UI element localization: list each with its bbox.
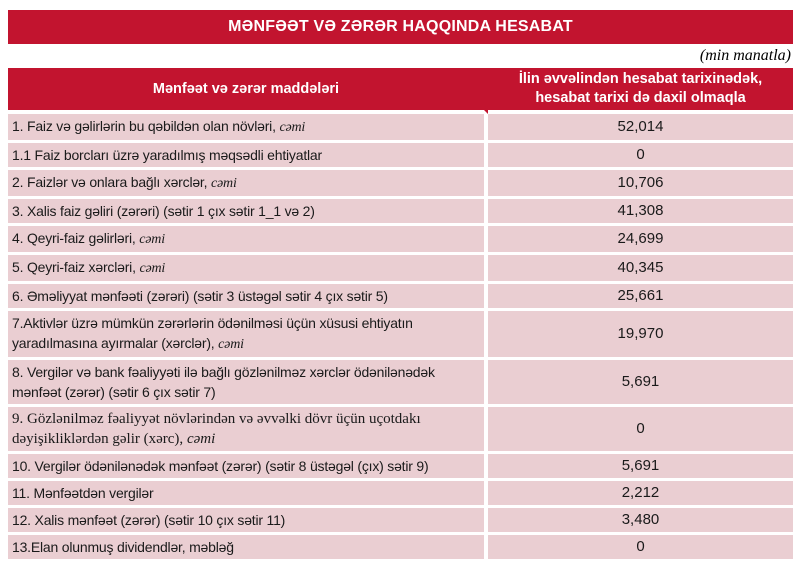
row-value: 5,691 <box>488 454 793 481</box>
row-value: 25,661 <box>488 284 793 311</box>
column-header-period-line2: hesabat tarixi də daxil olmaqla <box>535 90 746 106</box>
table-header <box>8 68 793 114</box>
row-label-italic-suffix: cəmi <box>139 261 166 276</box>
row-label: 6. Əməliyyat mənfəəti (zərəri) (sətir 3 üstəgəl sətir 4 çıx sətir 5) <box>8 284 488 311</box>
table-row <box>8 284 793 311</box>
report-title: MƏNFƏƏT VƏ ZƏRƏR HAQQINDA HESABAT <box>8 10 793 44</box>
row-label: 1. Faiz və gəlirlərin bu qəbildən olan növləri, cəmi <box>8 114 488 143</box>
row-label-italic-suffix: cəmi <box>186 431 216 447</box>
row-label: 2. Faizlər və onlara bağlı xərclər, cəmi <box>8 170 488 199</box>
column-header-items: Mənfəət və zərər maddələri <box>8 68 488 114</box>
table-row <box>8 481 793 508</box>
table-row <box>8 143 793 170</box>
row-label-italic-suffix: cəmi <box>211 176 237 191</box>
row-label: 4. Qeyri-faiz gəlirləri, cəmi <box>8 226 488 255</box>
table-row <box>8 199 793 226</box>
column-header-period <box>488 68 793 114</box>
table-row <box>8 114 793 143</box>
table-row <box>8 170 793 199</box>
row-label: 5. Qeyri-faiz xərcləri, cəmi <box>8 255 488 284</box>
row-label: 12. Xalis mənfəət (zərər) (sətir 10 çıx sətir 11) <box>8 508 488 535</box>
table-row <box>8 255 793 284</box>
table-row <box>8 508 793 535</box>
row-label: 10. Vergilər ödənilənədək mənfəət (zərər) (sətir 8 üstəgəl (çıx) sətir 9) <box>8 454 488 481</box>
unit-note: (min manatla) <box>699 47 791 64</box>
row-value: 2,212 <box>488 481 793 508</box>
table-row <box>8 407 793 454</box>
row-value: 5,691 <box>488 360 793 407</box>
column-header-period-line1: İlin əvvəlindən hesabat tarixinədək, <box>518 71 763 87</box>
row-label: 9. Gözlənilməz fəaliyyət növlərindən və əvvəlki dövr üçün uçotdakı dəyişikliklərdən gəlir (xərc), cəmi <box>8 407 488 454</box>
row-label: 11. Mənfəətdən vergilər <box>8 481 488 508</box>
row-value: 41,308 <box>488 199 793 226</box>
row-value: 52,014 <box>488 114 793 143</box>
row-value: 24,699 <box>488 226 793 255</box>
row-label-italic-suffix: cəmi <box>218 337 244 352</box>
row-label: 8. Vergilər və bank fəaliyyəti ilə bağlı gözlənilməz xərclər ödənilənədək mənfəət (zərər) (sətir 6 çıx sətir 7) <box>8 360 488 407</box>
row-label: 1.1 Faiz borcları üzrə yaradılmış məqsədli ehtiyatlar <box>8 143 488 170</box>
row-value: 0 <box>488 143 793 170</box>
header-row <box>8 68 793 114</box>
row-value: 3,480 <box>488 508 793 535</box>
table-row <box>8 454 793 481</box>
row-label: 3. Xalis faiz gəliri (zərəri) (sətir 1 çıx sətir 1_1 və 2) <box>8 199 488 226</box>
row-value: 0 <box>488 407 793 454</box>
row-value: 10,706 <box>488 170 793 199</box>
row-label-italic-suffix: cəmi <box>279 120 306 135</box>
row-label: 7.Aktivlər üzrə mümkün zərərlərin ödənilməsi üçün xüsusi ehtiyatın yaradılmasına ayırmalar (xərclər), cəmi <box>8 311 488 360</box>
table-body <box>8 114 793 562</box>
table-row <box>8 226 793 255</box>
row-value: 19,970 <box>488 311 793 360</box>
profit-loss-table <box>8 68 793 562</box>
table-row <box>8 535 793 562</box>
row-label-italic-suffix: cəmi <box>139 232 165 247</box>
row-value: 0 <box>488 535 793 562</box>
row-value: 40,345 <box>488 255 793 284</box>
table-row <box>8 360 793 407</box>
row-label: 13.Elan olunmuş dividendlər, məbləğ <box>8 535 488 562</box>
table-row <box>8 311 793 360</box>
